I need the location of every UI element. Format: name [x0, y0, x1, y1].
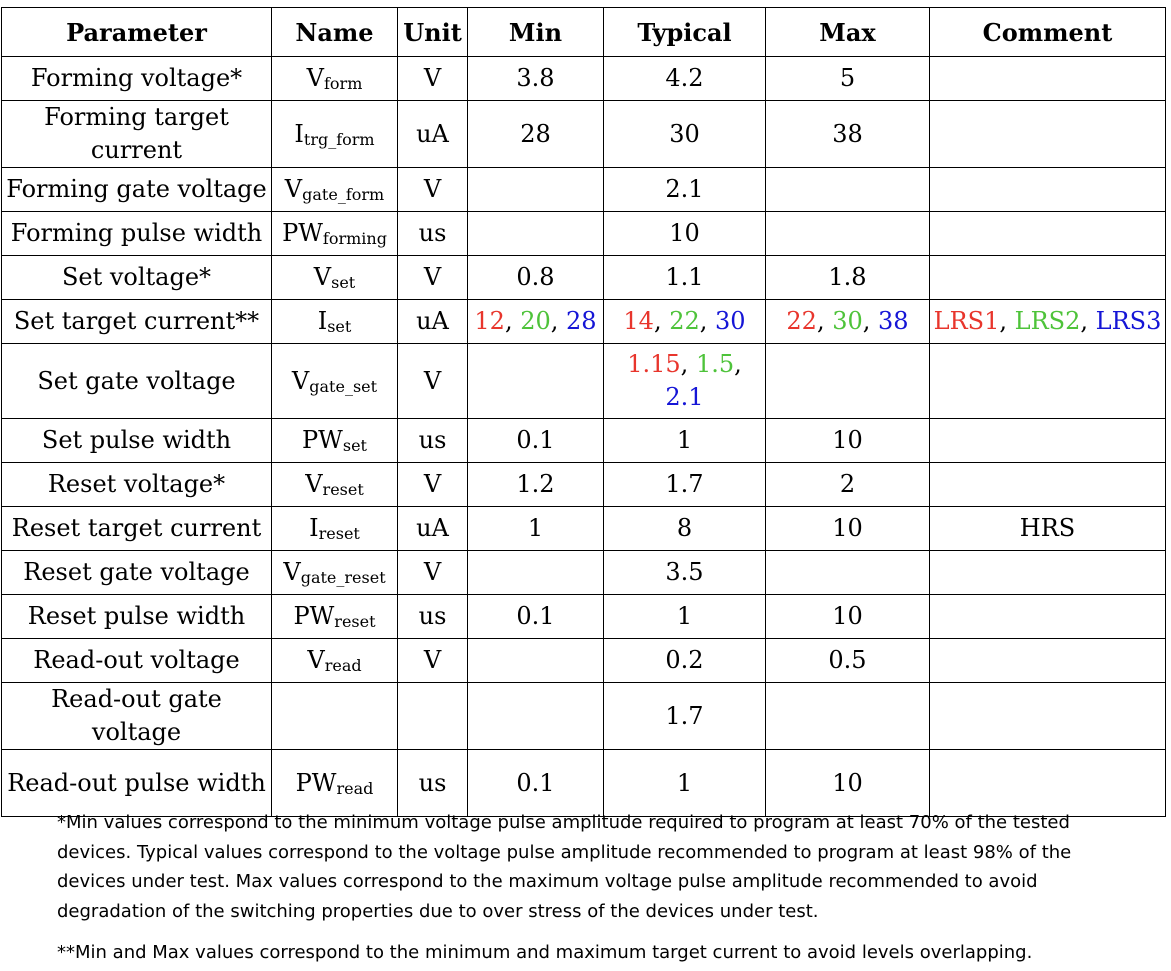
comment-cell [930, 639, 1166, 683]
symbol-cell [272, 639, 398, 683]
parameters-table [1, 7, 1166, 817]
table-row [2, 168, 1166, 212]
symbol-subscript: gate_form [302, 185, 385, 204]
symbol-subscript: gate_reset [300, 568, 386, 587]
level-value: 30 [832, 307, 863, 335]
max-cell: 5 [766, 57, 930, 101]
table-row [2, 57, 1166, 101]
header-comment: Comment [930, 8, 1166, 57]
level-value: LRS3 [1095, 307, 1162, 335]
typical-cell: 4.2 [604, 57, 766, 101]
max-cell: 10 [766, 595, 930, 639]
level-value: 1.5 [695, 350, 735, 378]
max-cell [766, 551, 930, 595]
max-cell [766, 344, 930, 419]
symbol-subscript: trg_form [303, 129, 375, 149]
symbol-cell [272, 256, 398, 300]
unit-cell: V [398, 463, 468, 507]
symbol-cell [272, 507, 398, 551]
symbol-base: I [317, 307, 328, 335]
level-value: 30 [715, 307, 746, 335]
max-cell: 10 [766, 750, 930, 817]
table-row [2, 507, 1166, 551]
parameter-cell: Reset voltage* [2, 463, 272, 507]
table-row [2, 344, 1166, 419]
symbol-cell [272, 419, 398, 463]
level-value: 22 [669, 307, 700, 335]
unit-cell: V [398, 639, 468, 683]
table-row [2, 101, 1166, 168]
symbol-cell [272, 683, 398, 750]
symbol-subscript: form [323, 74, 363, 93]
min-cell: 12, 20, 28 [468, 300, 604, 344]
unit-cell: uA [398, 507, 468, 551]
unit-cell: us [398, 750, 468, 817]
unit-cell: V [398, 551, 468, 595]
typical-cell: 1.1 [604, 256, 766, 300]
typical-cell: 0.2 [604, 639, 766, 683]
min-cell: 0.1 [468, 595, 604, 639]
level-value: 2.1 [665, 383, 704, 411]
min-cell [468, 683, 604, 750]
header-min: Min [468, 8, 604, 57]
symbol-cell [272, 212, 398, 256]
symbol-cell [272, 595, 398, 639]
min-cell: 1 [468, 507, 604, 551]
symbol-base: V [313, 263, 332, 291]
symbol-subscript: reset [322, 480, 364, 499]
min-cell: 0.1 [468, 419, 604, 463]
min-cell: 28 [468, 101, 604, 168]
symbol-base: V [307, 646, 325, 674]
table-row [2, 639, 1166, 683]
comment-cell [930, 750, 1166, 817]
parameter-cell: Forming gate voltage [2, 168, 272, 212]
parameter-cell: Set pulse width [2, 419, 272, 463]
comment-cell [930, 419, 1166, 463]
symbol-subscript: set [342, 436, 367, 455]
level-value: 28 [566, 307, 597, 335]
typical-cell: 3.5 [604, 551, 766, 595]
typical-cell: 2.1 [604, 168, 766, 212]
level-value: 12 [474, 307, 505, 335]
symbol-base: PW [302, 426, 343, 454]
typical-cell: 1.15, 1.5, 2.1 [604, 344, 766, 419]
typical-cell: 1 [604, 750, 766, 817]
table-row [2, 212, 1166, 256]
min-cell: 0.8 [468, 256, 604, 300]
level-value: 14 [623, 307, 654, 335]
table-row [2, 595, 1166, 639]
comment-cell [930, 212, 1166, 256]
typical-cell: 14, 22, 30 [604, 300, 766, 344]
header-parameter: Parameter [2, 8, 272, 57]
unit-cell: V [398, 256, 468, 300]
symbol-cell [272, 101, 398, 168]
symbol-cell [272, 344, 398, 419]
typical-cell: 8 [604, 507, 766, 551]
min-cell: 3.8 [468, 57, 604, 101]
symbol-cell [272, 168, 398, 212]
symbol-subscript: set [331, 273, 356, 292]
table-row [2, 300, 1166, 344]
min-cell [468, 551, 604, 595]
table-row [2, 463, 1166, 507]
max-cell: 10 [766, 507, 930, 551]
typical-cell: 1.7 [604, 463, 766, 507]
comment-cell [930, 463, 1166, 507]
table-row [2, 419, 1166, 463]
max-cell: 2 [766, 463, 930, 507]
typical-cell: 10 [604, 212, 766, 256]
unit-cell: V [398, 344, 468, 419]
unit-cell [398, 683, 468, 750]
level-value: 22 [786, 307, 817, 335]
symbol-subscript: set [327, 317, 352, 336]
parameter-cell: Forming pulse width [2, 212, 272, 256]
symbol-cell [272, 57, 398, 101]
comment-cell [930, 551, 1166, 595]
header-row [2, 8, 1166, 57]
table-row [2, 551, 1166, 595]
min-cell [468, 168, 604, 212]
table-row [2, 750, 1166, 817]
symbol-base: V [283, 558, 301, 586]
typical-cell: 1.7 [604, 683, 766, 750]
comment-cell: HRS [930, 507, 1166, 551]
unit-cell: uA [398, 300, 468, 344]
symbol-base: I [309, 514, 319, 542]
min-cell [468, 639, 604, 683]
max-cell [766, 168, 930, 212]
typical-cell: 30 [604, 101, 766, 168]
max-cell: 1.8 [766, 256, 930, 300]
unit-cell: us [398, 212, 468, 256]
header-typical: Typical [604, 8, 766, 57]
header-unit: Unit [398, 8, 468, 57]
parameter-cell: Read-out gate voltage [2, 683, 272, 750]
level-value: 1.15 [627, 350, 681, 378]
parameter-cell: Read-out pulse width [2, 750, 272, 817]
level-value: 38 [878, 307, 909, 335]
max-cell [766, 212, 930, 256]
comment-cell [930, 344, 1166, 419]
footnote-current: **Min and Max values correspond to the minimum and maximum target current to avoid levels overlapping. [57, 942, 1033, 963]
min-cell [468, 344, 604, 419]
symbol-base: V [291, 366, 310, 395]
comment-cell [930, 683, 1166, 750]
symbol-base: PW [282, 219, 323, 247]
symbol-subscript: gate_set [309, 376, 378, 396]
level-value: 20 [520, 307, 551, 335]
parameter-cell: Set gate voltage [2, 344, 272, 419]
symbol-cell [272, 463, 398, 507]
parameter-cell: Reset gate voltage [2, 551, 272, 595]
header-name: Name [272, 8, 398, 57]
table-row [2, 256, 1166, 300]
comment-cell [930, 168, 1166, 212]
parameter-cell: Forming target current [2, 101, 272, 168]
symbol-cell [272, 300, 398, 344]
symbol-base: V [284, 175, 303, 203]
comment-cell [930, 256, 1166, 300]
symbol-base: I [294, 119, 304, 148]
unit-cell: uA [398, 101, 468, 168]
typical-cell: 1 [604, 595, 766, 639]
unit-cell: V [398, 168, 468, 212]
symbol-cell [272, 551, 398, 595]
parameter-cell: Set target current** [2, 300, 272, 344]
parameter-cell: Set voltage* [2, 256, 272, 300]
unit-cell: us [398, 595, 468, 639]
unit-cell: us [398, 419, 468, 463]
comment-cell [930, 101, 1166, 168]
parameter-cell: Reset pulse width [2, 595, 272, 639]
symbol-subscript: read [336, 778, 374, 798]
min-cell: 0.1 [468, 750, 604, 817]
level-value: LRS1 [933, 307, 1000, 335]
parameter-cell: Forming voltage* [2, 57, 272, 101]
symbol-subscript: forming [322, 229, 387, 248]
typical-cell: 1 [604, 419, 766, 463]
symbol-base: PW [293, 602, 335, 630]
unit-cell: V [398, 57, 468, 101]
max-cell: 10 [766, 419, 930, 463]
symbol-base: PW [295, 768, 337, 797]
footnote-voltage: *Min values correspond to the minimum voltage pulse amplitude required to program at least 70% of the tested devices. Typical values correspond to the voltage pulse amplitude recommended to program at least 98% of the devices under test. Max values correspond to the maximum voltage pulse amplitude recommended to avoid degradation of the switching properties due to over stress of the devices under test. [57, 812, 1072, 922]
parameter-cell: Read-out voltage [2, 639, 272, 683]
table-row [2, 683, 1166, 750]
max-cell: 38 [766, 101, 930, 168]
symbol-subscript: reset [334, 612, 376, 631]
symbol-subscript: read [324, 656, 362, 675]
comment-cell [930, 595, 1166, 639]
min-cell [468, 212, 604, 256]
header-max: Max [766, 8, 930, 57]
parameter-cell: Reset target current [2, 507, 272, 551]
max-cell [766, 683, 930, 750]
comment-cell: LRS1, LRS2, LRS3 [930, 300, 1166, 344]
min-cell: 1.2 [468, 463, 604, 507]
max-cell: 0.5 [766, 639, 930, 683]
symbol-cell [272, 750, 398, 817]
comment-cell [930, 57, 1166, 101]
symbol-base: V [305, 470, 323, 498]
max-cell: 22, 30, 38 [766, 300, 930, 344]
symbol-subscript: reset [318, 524, 360, 543]
footnotes [57, 808, 1097, 968]
level-value: LRS2 [1014, 307, 1081, 335]
symbol-base: V [306, 64, 324, 92]
